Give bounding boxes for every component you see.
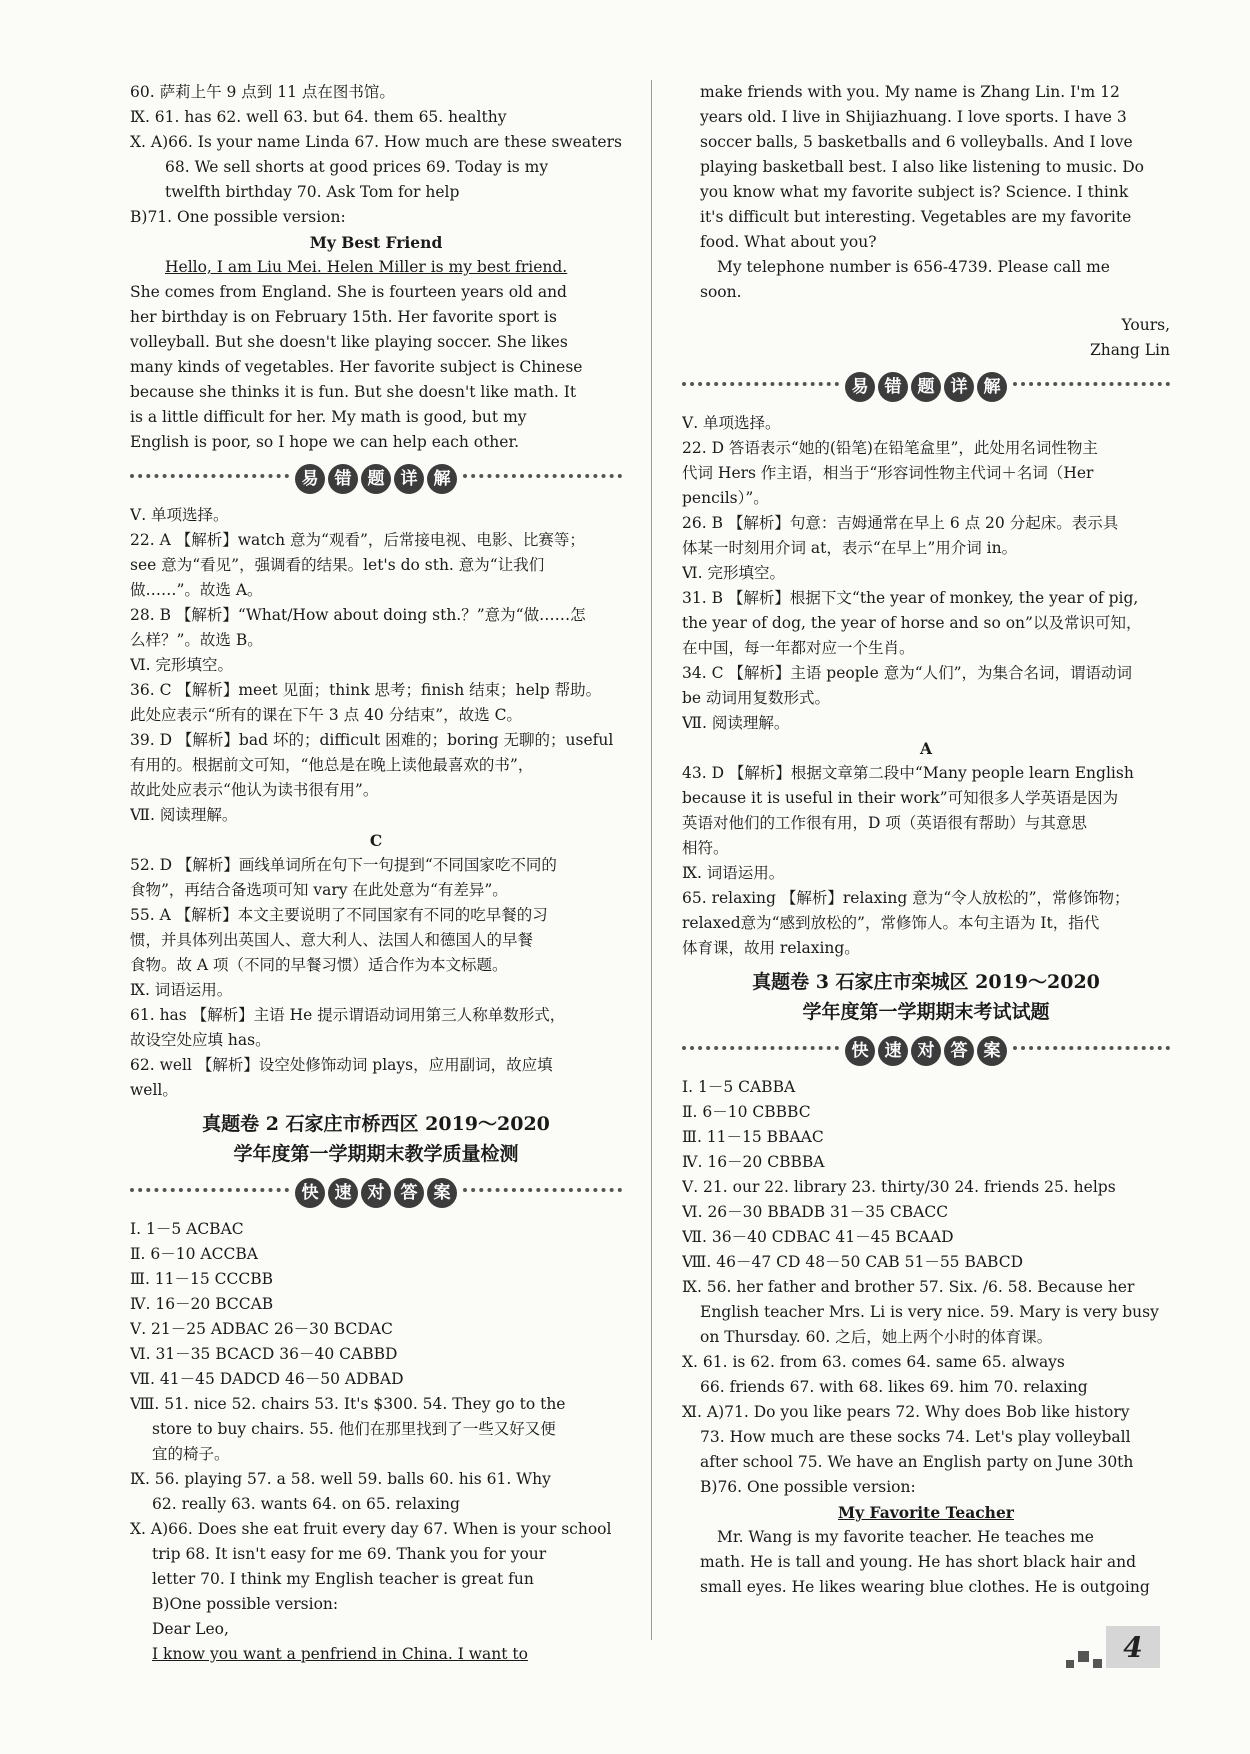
text-line: Dear Leo,	[152, 1620, 229, 1638]
text-line: Ⅶ. 36－40 CDBAC 41－45 BCAAD	[682, 1228, 954, 1246]
text-line: 31. B 【解析】根据下文“the year of monkey, the year of pig,	[682, 589, 1139, 607]
text-line: 么样？”。故选 B。	[130, 631, 263, 649]
banner-character: 快	[845, 1036, 875, 1066]
right-column	[682, 80, 1170, 1600]
text-line: Ⅺ. A)71. Do you like pears 72. Why does Bob like history	[682, 1403, 1130, 1421]
text-line: after school 75. We have an English party on June 30th	[700, 1453, 1134, 1471]
text-line: her birthday is on February 15th. Her favorite sport is	[130, 308, 557, 326]
text-line: 39. D 【解析】bad 坏的；difficult 困难的；boring 无聊的；useful	[130, 731, 614, 749]
text-line: 61. has 【解析】主语 He 提示谓语动词用第三人称单数形式，	[130, 1006, 566, 1024]
text-line: Ⅹ. A)66. Is your name Linda 67. How much are these sweaters	[130, 133, 622, 151]
text-line: Ⅱ. 6－10 ACCBA	[130, 1245, 258, 1263]
text-line: 故设空处应填 has。	[130, 1031, 271, 1049]
letter-signature: Zhang Lin	[1089, 341, 1170, 359]
text-line: Ⅹ. A)66. Does she eat fruit every day 67. When is your school	[130, 1520, 612, 1538]
text-line: Ⅸ. 词语运用。	[130, 981, 233, 999]
banner-character: 对	[361, 1178, 391, 1208]
text-line: 相符。	[682, 839, 729, 857]
text-line: 68. We sell shorts at good prices 69. Today is my	[165, 158, 549, 176]
banner-character: 答	[394, 1178, 424, 1208]
text-line: because it is useful in their work”可知很多人学英语是因为	[682, 789, 1119, 807]
text-line: Ⅷ. 51. nice 52. chairs 53. It's $300. 54. They go to the	[130, 1395, 566, 1413]
text-line: many kinds of vegetables. Her favorite subject is Chinese	[130, 358, 583, 376]
text-line: Ⅸ. 词语运用。	[682, 864, 785, 882]
text-line: 食物。故 A 项（不同的早餐习惯）适合作为本文标题。	[130, 956, 508, 974]
banner-character: 速	[878, 1036, 908, 1066]
text-line: make friends with you. My name is Zhang Lin. I'm 12	[700, 83, 1120, 101]
banner-character: 案	[977, 1036, 1007, 1066]
text-line: 22. D 答语表示“她的(铅笔)在铅笔盒里”，此处用名词性物主	[682, 439, 1098, 457]
text-line: Ⅴ. 21. our 22. library 23. thirty/30 24. friends 25. helps	[682, 1178, 1116, 1196]
text-line: English teacher Mrs. Li is very nice. 59. Mary is very busy	[700, 1303, 1159, 1321]
text-line: 英语对他们的工作很有用，D 项（英语很有帮助）与其意思	[682, 814, 1087, 832]
text-line: 体育课，故用 relaxing。	[682, 939, 860, 957]
text-line: 22. A 【解析】watch 意为“观看”，后常接电视、电影、比赛等；	[130, 531, 585, 549]
banner-character: 易	[295, 464, 325, 494]
text-line: store to buy chairs. 55. 他们在那里找到了一些又好又便	[152, 1420, 556, 1438]
text-line: Ⅸ. 56. playing 57. a 58. well 59. balls 60. his 61. Why	[130, 1470, 551, 1488]
text-line: 65. relaxing 【解析】relaxing 意为“令人放松的”，常修饰物；	[682, 889, 1130, 907]
text-line: Ⅲ. 11－15 BBAAC	[682, 1128, 824, 1146]
decor-square	[1066, 1660, 1074, 1668]
quick-answers-banner	[130, 1173, 622, 1213]
text-line: years old. I live in Shijiazhuang. I love sports. I have 3	[700, 108, 1127, 126]
text-line: 43. D 【解析】根据文章第二段中“Many people learn English	[682, 764, 1134, 782]
decor-square	[1078, 1651, 1089, 1662]
text-line: 62. well 【解析】设空处修饰动词 plays，应用副词，故应填	[130, 1056, 553, 1074]
text-line: Ⅸ. 56. her father and brother 57. Six. /6. 58. Because her	[682, 1278, 1135, 1296]
text-line: 宜的椅子。	[152, 1445, 230, 1463]
banner-character: 错	[328, 464, 358, 494]
text-line: Ⅶ. 阅读理解。	[682, 714, 790, 732]
text-line: Ⅵ. 完形填空。	[682, 564, 785, 582]
banner-character: 错	[878, 372, 908, 402]
text-line: Ⅸ. 61. has 62. well 63. but 64. them 65. healthy	[130, 108, 507, 126]
text-line: food. What about you?	[700, 233, 877, 251]
banner-character: 解	[977, 372, 1007, 402]
left-column	[130, 80, 622, 1667]
text-line: 此处应表示“所有的课在下午 3 点 40 分结束”，故选 C。	[130, 706, 522, 724]
essay-title: My Best Friend	[309, 233, 443, 252]
text-line: 62. really 63. wants 64. on 65. relaxing	[152, 1495, 460, 1513]
text-line: B)One possible version:	[152, 1595, 339, 1613]
text-line: small eyes. He likes wearing blue clothes. He is outgoing	[700, 1578, 1150, 1596]
exam-2-subtitle: 学年度第一学期期末教学质量检测	[233, 1143, 519, 1165]
letter-paragraph-2-end: soon.	[700, 283, 742, 301]
text-line: 55. A 【解析】本文主要说明了不同国家有不同的吃早餐的习	[130, 906, 548, 924]
text-line: soccer balls, 5 basketballs and 6 volleyballs. And I love	[700, 133, 1133, 151]
text-line: Ⅵ. 完形填空。	[130, 656, 233, 674]
column-divider	[651, 80, 652, 1640]
exam-3-title: 真题卷 3 石家庄市栾城区 2019～2020	[752, 971, 1100, 993]
banner-character: 对	[911, 1036, 941, 1066]
text-line: Ⅷ. 46－47 CD 48－50 CAB 51－55 BABCD	[682, 1253, 1024, 1271]
letter-paragraph-2: My telephone number is 656-4739. Please call me	[717, 258, 1110, 276]
text-line: 惯，并具体列出英国人、意大利人、法国人和德国人的早餐	[130, 931, 534, 949]
decor-square	[1093, 1659, 1102, 1668]
banner-character: 速	[328, 1178, 358, 1208]
text-line: B)76. One possible version:	[700, 1478, 916, 1496]
text-line: Ⅴ. 单项选择。	[682, 414, 781, 432]
text-line: 做……”。故选 A。	[130, 581, 263, 599]
text-line: Ⅶ. 41－45 DADCD 46－50 ADBAD	[130, 1370, 404, 1388]
text-line: Ⅵ. 26－30 BBADB 31－35 CBACC	[682, 1203, 949, 1221]
text-line: is a little difficult for her. My math is good, but my	[130, 408, 527, 426]
text-line: volleyball. But she doesn't like playing soccer. She likes	[130, 333, 568, 351]
error-analysis-banner	[130, 459, 622, 499]
essay-title: My Favorite Teacher	[838, 1503, 1014, 1522]
text-line: 代词 Hers 作主语，相当于“形容词性物主代词＋名词（Her	[682, 464, 1094, 482]
error-analysis-banner	[682, 367, 1170, 407]
text-line: see 意为“看见”，强调看的结果。let's do sth. 意为“让我们	[130, 556, 545, 574]
exam-3-subtitle: 学年度第一学期期末考试试题	[802, 1001, 1050, 1023]
text-line: Ⅹ. 61. is 62. from 63. comes 64. same 65. always	[682, 1353, 1065, 1371]
text-line: Ⅵ. 31－35 BCACD 36－40 CABBD	[130, 1345, 398, 1363]
page-number-badge	[1066, 1626, 1160, 1668]
text-line: She comes from England. She is fourteen years old and	[130, 283, 567, 301]
page-number: 4	[1106, 1626, 1160, 1668]
letter-first-line: I know you want a penfriend in China. I want to	[152, 1645, 528, 1663]
text-line: playing basketball best. I also like listening to music. Do	[700, 158, 1144, 176]
text-line: because she thinks it is fun. But she doesn't like math. It	[130, 383, 577, 401]
text-line: pencils）”。	[682, 489, 769, 507]
banner-character: 题	[361, 464, 391, 494]
text-line: it's difficult but interesting. Vegetables are my favorite	[700, 208, 1132, 226]
quick-answers-banner	[682, 1031, 1170, 1071]
text-line: you know what my favorite subject is? Science. I think	[700, 183, 1129, 201]
essay-first-line: Mr. Wang is my favorite teacher. He teaches me	[717, 1528, 1094, 1546]
text-line: 66. friends 67. with 68. likes 69. him 70. relaxing	[700, 1378, 1088, 1396]
text-line: Ⅰ. 1－5 CABBA	[682, 1078, 796, 1096]
text-line: 73. How much are these socks 74. Let's play volleyball	[700, 1428, 1131, 1446]
text-line: letter 70. I think my English teacher is great fun	[152, 1570, 534, 1588]
text-line: math. He is tall and young. He has short black hair and	[700, 1553, 1137, 1571]
text-line: the year of dog, the year of horse and so on”以及常识可知，	[682, 614, 1142, 632]
text-line: 有用的。根据前文可知，“他总是在晚上读他最喜欢的书”，	[130, 756, 534, 774]
banner-character: 案	[427, 1178, 457, 1208]
banner-character: 题	[911, 372, 941, 402]
text-line: 体某一时刻用介词 at，表示“在早上”用介词 in。	[682, 539, 1018, 557]
text-line: 食物”，再结合备选项可知 vary 在此处意为“有差异”。	[130, 881, 508, 899]
text-line: English is poor, so I hope we can help each other.	[130, 433, 520, 451]
text-line: Ⅶ. 阅读理解。	[130, 806, 238, 824]
text-line: 36. C 【解析】meet 见面；think 思考；finish 结束；help 帮助。	[130, 681, 602, 699]
text-line: well。	[130, 1081, 178, 1099]
essay-first-line: Hello, I am Liu Mei. Helen Miller is my best friend.	[165, 258, 568, 276]
text-line: relaxed意为“感到放松的”，常修饰人。本句主语为 It，指代	[682, 914, 1100, 932]
text-line: Ⅰ. 1－5 ACBAC	[130, 1220, 244, 1238]
banner-character: 详	[944, 372, 974, 402]
banner-character: 快	[295, 1178, 325, 1208]
text-line: be 动词用复数形式。	[682, 689, 831, 707]
banner-character: 解	[427, 464, 457, 494]
text-line: Ⅳ. 16－20 BCCAB	[130, 1295, 274, 1313]
text-line: Ⅱ. 6－10 CBBBC	[682, 1103, 811, 1121]
possible-version-label: B)71. One possible version:	[130, 208, 346, 226]
text-line: Ⅴ. 21－25 ADBAC 26－30 BCDAC	[130, 1320, 393, 1338]
text-line: 28. B 【解析】“What/How about doing sth.？”意为“做……怎	[130, 606, 586, 624]
section-c-label: C	[369, 831, 383, 850]
text-line: on Thursday. 60. 之后，她上两个小时的体育课。	[700, 1328, 1053, 1346]
banner-character: 易	[845, 372, 875, 402]
section-a-label: A	[919, 739, 933, 758]
text-line: 故此处应表示“他认为读书很有用”。	[130, 781, 379, 799]
text-line: 在中国，每一年都对应一个生肖。	[682, 639, 915, 657]
banner-character: 详	[394, 464, 424, 494]
text-line: Ⅴ. 单项选择。	[130, 506, 229, 524]
text-line: Ⅳ. 16－20 CBBBA	[682, 1153, 825, 1171]
text-line: Ⅲ. 11－15 CCCBB	[130, 1270, 274, 1288]
banner-character: 答	[944, 1036, 974, 1066]
text-line: 60. 萨莉上午 9 点到 11 点在图书馆。	[130, 83, 395, 101]
letter-closing: Yours,	[1121, 316, 1170, 334]
text-line: 34. C 【解析】主语 people 意为“人们”，为集合名词，谓语动词	[682, 664, 1133, 682]
exam-2-title: 真题卷 2 石家庄市桥西区 2019～2020	[202, 1113, 550, 1135]
text-line: twelfth birthday 70. Ask Tom for help	[165, 183, 460, 201]
text-line: 26. B 【解析】句意：吉姆通常在早上 6 点 20 分起床。表示具	[682, 514, 1119, 532]
text-line: trip 68. It isn't easy for me 69. Thank you for your	[152, 1545, 547, 1563]
text-line: 52. D 【解析】画线单词所在句下一句提到“不同国家吃不同的	[130, 856, 557, 874]
